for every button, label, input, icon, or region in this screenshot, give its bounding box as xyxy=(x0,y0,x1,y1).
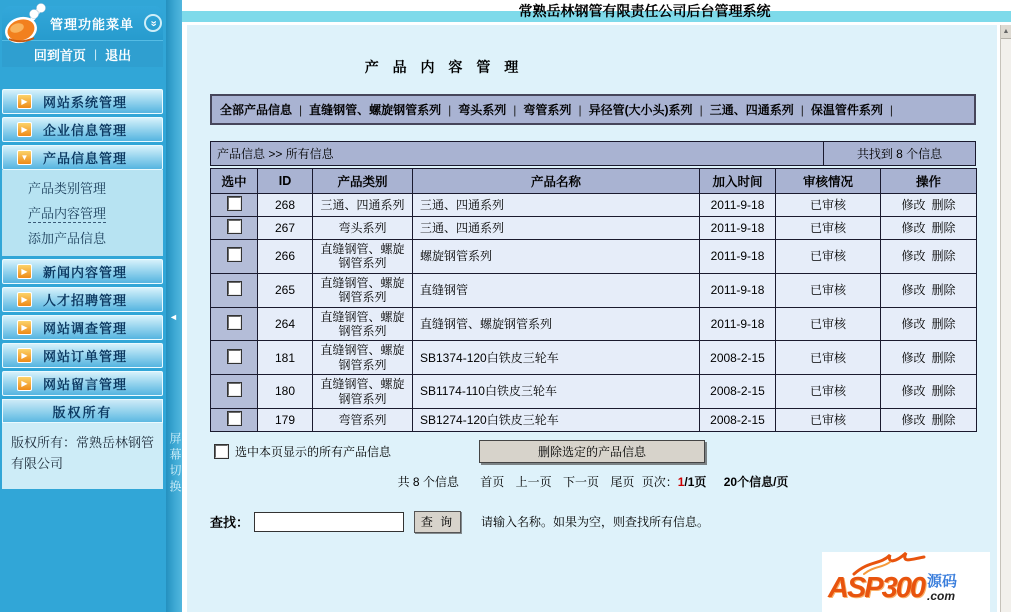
cell-select xyxy=(211,341,258,375)
sidebar-subitem-产品类别管理[interactable]: 产品类别管理 xyxy=(28,181,107,196)
sidebar-item-label: 网站留言管理 xyxy=(43,377,128,392)
sidebar-item-label: 产品信息管理 xyxy=(43,151,128,166)
arrow-right-icon: ▶ xyxy=(17,320,32,335)
cell-status: 已审核 xyxy=(776,240,881,274)
sidebar-item-网站订单管理[interactable] xyxy=(2,343,163,368)
pagination xyxy=(210,473,976,490)
cell-name: 三通、四通系列 xyxy=(413,194,700,217)
column-header-产品类别: 产品类别 xyxy=(313,169,413,194)
section-heading: 产 品 内 容 管 理 xyxy=(364,59,524,75)
asp300-watermark xyxy=(822,552,990,612)
breadcrumb-bar xyxy=(210,141,976,166)
arrow-right-icon: ▶ xyxy=(17,292,32,307)
cell-select xyxy=(211,307,258,341)
sidebar-item-产品信息管理[interactable] xyxy=(2,145,163,170)
cell-id: 268 xyxy=(258,194,313,217)
cell-status: 已审核 xyxy=(776,341,881,375)
edit-link[interactable]: 修改 xyxy=(901,412,926,427)
pagination-per-page: 20个信息/页 xyxy=(723,474,789,489)
edit-link[interactable]: 修改 xyxy=(901,350,926,365)
edit-link[interactable]: 修改 xyxy=(901,197,926,212)
collapse-sidebar-icon[interactable]: ◄ xyxy=(169,312,178,322)
cell-actions xyxy=(881,375,977,409)
screen-toggle-strip[interactable] xyxy=(166,0,182,612)
column-header-ID: ID xyxy=(258,169,313,194)
cell-category: 弯管系列 xyxy=(313,408,413,431)
sidebar-menu xyxy=(0,89,166,396)
sidebar-item-网站留言管理[interactable] xyxy=(2,371,163,396)
table-row xyxy=(211,408,977,431)
arrow-right-icon: ▶ xyxy=(17,264,32,279)
asp300-com-text: .com xyxy=(927,588,956,603)
pagination-prev[interactable]: 上一页 xyxy=(515,474,552,489)
pagination-total: 共 8 个信息 xyxy=(397,474,459,489)
cell-status: 已审核 xyxy=(776,194,881,217)
cell-category: 三通、四通系列 xyxy=(313,194,413,217)
tab-全部产品信息[interactable]: 全部产品信息 xyxy=(220,103,293,117)
row-checkbox[interactable] xyxy=(228,383,241,396)
cell-status: 已审核 xyxy=(776,307,881,341)
sidebar-item-label: 网站调查管理 xyxy=(43,321,128,336)
tab-separator: | xyxy=(699,103,703,117)
cell-actions xyxy=(881,194,977,217)
cell-name: SB1174-110白铁皮三轮车 xyxy=(413,375,700,409)
column-header-产品名称: 产品名称 xyxy=(413,169,700,194)
cell-select xyxy=(211,273,258,307)
cell-id: 264 xyxy=(258,307,313,341)
column-header-操作: 操作 xyxy=(881,169,977,194)
cell-id: 181 xyxy=(258,341,313,375)
delete-link[interactable]: 删除 xyxy=(931,220,956,235)
cell-date: 2008-2-15 xyxy=(700,341,776,375)
tab-弯管系列[interactable]: 弯管系列 xyxy=(523,103,572,117)
cell-actions xyxy=(881,307,977,341)
cell-select xyxy=(211,375,258,409)
table-header-row xyxy=(211,169,977,194)
delete-link[interactable]: 删除 xyxy=(931,350,956,365)
column-header-选中: 选中 xyxy=(211,169,258,194)
sidebar-subitem-添加产品信息[interactable]: 添加产品信息 xyxy=(28,231,107,246)
delete-link[interactable]: 删除 xyxy=(931,249,956,264)
search-bar xyxy=(210,511,997,533)
cell-actions xyxy=(881,408,977,431)
row-checkbox[interactable] xyxy=(228,220,241,233)
cell-category: 直缝钢管、螺旋钢管系列 xyxy=(313,307,413,341)
pagination-next[interactable]: 下一页 xyxy=(562,474,599,489)
row-checkbox[interactable] xyxy=(228,197,241,210)
cell-category: 直缝钢管、螺旋钢管系列 xyxy=(313,375,413,409)
main-area xyxy=(182,0,1011,612)
row-checkbox[interactable] xyxy=(228,248,241,261)
table-body xyxy=(211,194,977,432)
cell-date: 2011-9-18 xyxy=(700,217,776,240)
cell-id: 179 xyxy=(258,408,313,431)
select-all-checkbox[interactable] xyxy=(215,445,228,458)
table-row xyxy=(211,375,977,409)
tab-separator: | xyxy=(513,103,517,117)
table-row xyxy=(211,194,977,217)
sidebar-item-label: 网站系统管理 xyxy=(43,95,128,110)
category-tabbar xyxy=(210,94,976,125)
table-row xyxy=(211,341,977,375)
home-link[interactable]: 回到首页 xyxy=(33,47,86,63)
search-input[interactable] xyxy=(254,512,404,532)
cell-name: 直缝钢管 xyxy=(413,273,700,307)
pagination-current: 1 xyxy=(677,474,685,489)
vertical-scrollbar[interactable] xyxy=(1000,25,1011,612)
tab-弯头系列[interactable]: 弯头系列 xyxy=(458,103,507,117)
sidebar-subitem-产品内容管理[interactable]: 产品内容管理 xyxy=(28,206,107,221)
cell-name: 直缝钢管、螺旋钢管系列 xyxy=(413,307,700,341)
asp300-brand-text: ASP300 xyxy=(828,572,925,604)
row-checkbox[interactable] xyxy=(228,350,241,363)
breadcrumb: 产品信息 >> 所有信息 xyxy=(211,142,824,166)
delete-link[interactable]: 删除 xyxy=(931,316,956,331)
row-checkbox[interactable] xyxy=(228,412,241,425)
tab-separator: | xyxy=(800,103,804,117)
table-row xyxy=(211,273,977,307)
delete-link[interactable]: 删除 xyxy=(931,197,956,212)
cell-id: 267 xyxy=(258,217,313,240)
cell-name: 螺旋钢管系列 xyxy=(413,240,700,274)
pagination-last[interactable]: 尾页 xyxy=(610,474,635,489)
edit-link[interactable]: 修改 xyxy=(901,249,926,264)
cell-id: 180 xyxy=(258,375,313,409)
title-bar xyxy=(182,0,1011,25)
logout-link[interactable]: 退出 xyxy=(105,47,132,63)
sidebar-item-label: 新闻内容管理 xyxy=(43,265,128,280)
cell-status: 已审核 xyxy=(776,273,881,307)
tab-separator: | xyxy=(448,103,452,117)
pagination-first[interactable]: 首页 xyxy=(480,474,505,489)
cell-date: 2011-9-18 xyxy=(700,273,776,307)
tab-异径管(大小头)系列[interactable]: 异径管(大小头)系列 xyxy=(588,103,693,117)
cell-actions xyxy=(881,273,977,307)
cell-date: 2011-9-18 xyxy=(700,240,776,274)
delete-link[interactable]: 删除 xyxy=(931,412,956,427)
found-count: 共找到 8 个信息 xyxy=(824,142,976,166)
sidebar-item-人才招聘管理[interactable] xyxy=(2,287,163,312)
content-area xyxy=(187,25,997,612)
edit-link[interactable]: 修改 xyxy=(901,316,926,331)
cell-status: 已审核 xyxy=(776,217,881,240)
product-table xyxy=(210,168,977,432)
table-row xyxy=(211,240,977,274)
cell-date: 2011-9-18 xyxy=(700,194,776,217)
asp300-cn-text: 源码 xyxy=(927,573,958,590)
column-header-加入时间: 加入时间 xyxy=(700,169,776,194)
delete-link[interactable]: 删除 xyxy=(931,282,956,297)
arrow-right-icon: ▶ xyxy=(17,94,32,109)
cell-date: 2011-9-18 xyxy=(700,307,776,341)
page-title: 常熟岳林钢管有限责任公司后台管理系统 xyxy=(518,3,771,19)
tab-三通、四通系列[interactable]: 三通、四通系列 xyxy=(709,103,794,117)
scroll-up-icon[interactable]: ▲ xyxy=(1001,25,1011,39)
arrow-right-icon: ▶ xyxy=(17,376,32,391)
edit-link[interactable]: 修改 xyxy=(901,384,926,399)
cell-id: 265 xyxy=(258,273,313,307)
cell-actions xyxy=(881,240,977,274)
cell-select xyxy=(211,408,258,431)
copyright-text: 版权所有：常熟岳林钢管有限公司 xyxy=(2,423,163,489)
row-checkbox[interactable] xyxy=(228,282,241,295)
cell-name: 三通、四通系列 xyxy=(413,217,700,240)
cell-name: SB1274-120白铁皮三轮车 xyxy=(413,408,700,431)
sidebar-item-label: 网站订单管理 xyxy=(43,349,128,364)
cell-status: 已审核 xyxy=(776,375,881,409)
copyright-header: 版权所有 xyxy=(2,399,163,423)
cell-category: 弯头系列 xyxy=(313,217,413,240)
cell-category: 直缝钢管、螺旋钢管系列 xyxy=(313,341,413,375)
tab-separator: | xyxy=(889,103,893,117)
cell-select xyxy=(211,240,258,274)
cell-category: 直缝钢管、螺旋钢管系列 xyxy=(313,273,413,307)
screen-toggle-label: 屏幕切换 xyxy=(168,432,182,496)
tab-separator: | xyxy=(578,103,582,117)
tab-保温管件系列[interactable]: 保温管件系列 xyxy=(810,103,883,117)
pagination-page-label: 页次： xyxy=(641,474,678,489)
cell-select xyxy=(211,194,258,217)
sidebar-item-企业信息管理[interactable] xyxy=(2,117,163,142)
cell-category: 直缝钢管、螺旋钢管系列 xyxy=(313,240,413,274)
search-hint: 请输入名称。如果为空，则查找所有信息。 xyxy=(481,515,710,530)
column-header-审核情况: 审核情况 xyxy=(776,169,881,194)
arrow-right-icon: ▶ xyxy=(17,122,32,137)
pagination-of: /1页 xyxy=(684,474,707,489)
drumstick-logo-icon xyxy=(3,2,47,48)
arrow-right-icon: ▶ xyxy=(17,348,32,363)
sidebar-submenu xyxy=(2,170,163,256)
sidebar-item-新闻内容管理[interactable] xyxy=(2,259,163,284)
search-button[interactable]: 查 询 xyxy=(414,511,461,533)
cell-date: 2008-2-15 xyxy=(700,375,776,409)
sidebar-item-label: 人才招聘管理 xyxy=(43,293,128,308)
table-row xyxy=(211,307,977,341)
table-row xyxy=(211,217,977,240)
select-all-label: 选中本页显示的所有产品信息 xyxy=(235,444,392,459)
cell-status: 已审核 xyxy=(776,408,881,431)
tab-直缝钢管、螺旋钢管系列[interactable]: 直缝钢管、螺旋钢管系列 xyxy=(309,103,442,117)
sidebar-item-网站调查管理[interactable] xyxy=(2,315,163,340)
cell-actions xyxy=(881,341,977,375)
edit-link[interactable]: 修改 xyxy=(901,282,926,297)
cell-name: SB1374-120白铁皮三轮车 xyxy=(413,341,700,375)
search-label: 查找： xyxy=(210,515,250,531)
link-separator: | xyxy=(93,47,98,61)
delete-selected-button[interactable]: 删除选定的产品信息 xyxy=(479,440,705,463)
arrow-down-icon: ▼ xyxy=(17,150,32,165)
row-checkbox[interactable] xyxy=(228,316,241,329)
collapse-menu-icon[interactable]: » xyxy=(144,14,162,32)
cell-id: 266 xyxy=(258,240,313,274)
cell-actions xyxy=(881,217,977,240)
sidebar-item-网站系统管理[interactable] xyxy=(2,89,163,114)
sidebar xyxy=(0,0,166,612)
bulk-actions xyxy=(215,440,997,463)
delete-link[interactable]: 删除 xyxy=(931,384,956,399)
cell-date: 2008-2-15 xyxy=(700,408,776,431)
tab-separator: | xyxy=(299,103,303,117)
sidebar-title: 管理功能菜单 xyxy=(50,16,135,32)
sidebar-item-label: 企业信息管理 xyxy=(43,123,128,138)
cell-select xyxy=(211,217,258,240)
edit-link[interactable]: 修改 xyxy=(901,220,926,235)
